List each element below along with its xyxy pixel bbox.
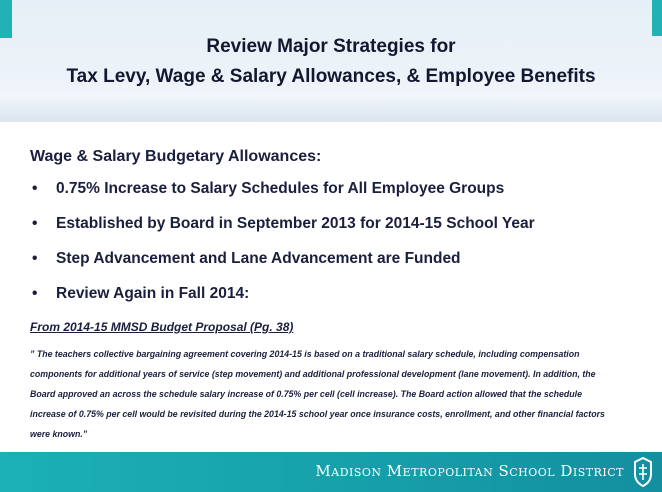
header-shade (0, 96, 662, 122)
slide-title (0, 32, 662, 92)
bullet-icon: • (32, 285, 38, 302)
main-content (30, 148, 640, 320)
footer-bar (0, 452, 662, 492)
bullet-item (30, 285, 640, 320)
bullet-icon: • (32, 250, 38, 267)
slide-title-line-1: Review Major Strategies for (206, 36, 456, 57)
bullet-item (30, 180, 640, 215)
mmsd-logo-icon (632, 456, 654, 488)
bullet-text: 0.75% Increase to Salary Schedules for All Employee Groups (56, 180, 505, 197)
bullet-list (30, 180, 640, 320)
district-name: Madison Metropolitan School District (315, 462, 624, 480)
bullet-icon: • (32, 180, 38, 197)
bullet-item (30, 215, 640, 250)
bullet-text: Review Again in Fall 2014: (56, 285, 250, 302)
bullet-text: Step Advancement and Lane Advancement are Funded (56, 250, 461, 267)
bullet-text: Established by Board in September 2013 for 2014-15 School Year (56, 215, 535, 232)
source-label: From 2014-15 MMSD Budget Proposal (Pg. 38) (30, 320, 294, 334)
bullet-icon: • (32, 215, 38, 232)
source-quote: ” The teachers collective bargaining agreement covering 2014-15 is based on a traditional salary schedule, including compensation components for additional years of service (step movement) and additional professional development (lane movement). In addition, the Board approved an across the schedule salary increase of 0.75% per cell (cell increase). The Board action allowed that the schedule increase of 0.75% per cell would be revisited during the 2014-15 school year once insurance costs, enrollment, and other financial factors were known.” (30, 349, 605, 439)
section-heading: Wage & Salary Budgetary Allowances: (30, 148, 322, 165)
bullet-item (30, 250, 640, 285)
slide-title-line-2: Tax Levy, Wage & Salary Allowances, & Employee Benefits (66, 66, 596, 87)
accent-bar-right (652, 0, 662, 36)
